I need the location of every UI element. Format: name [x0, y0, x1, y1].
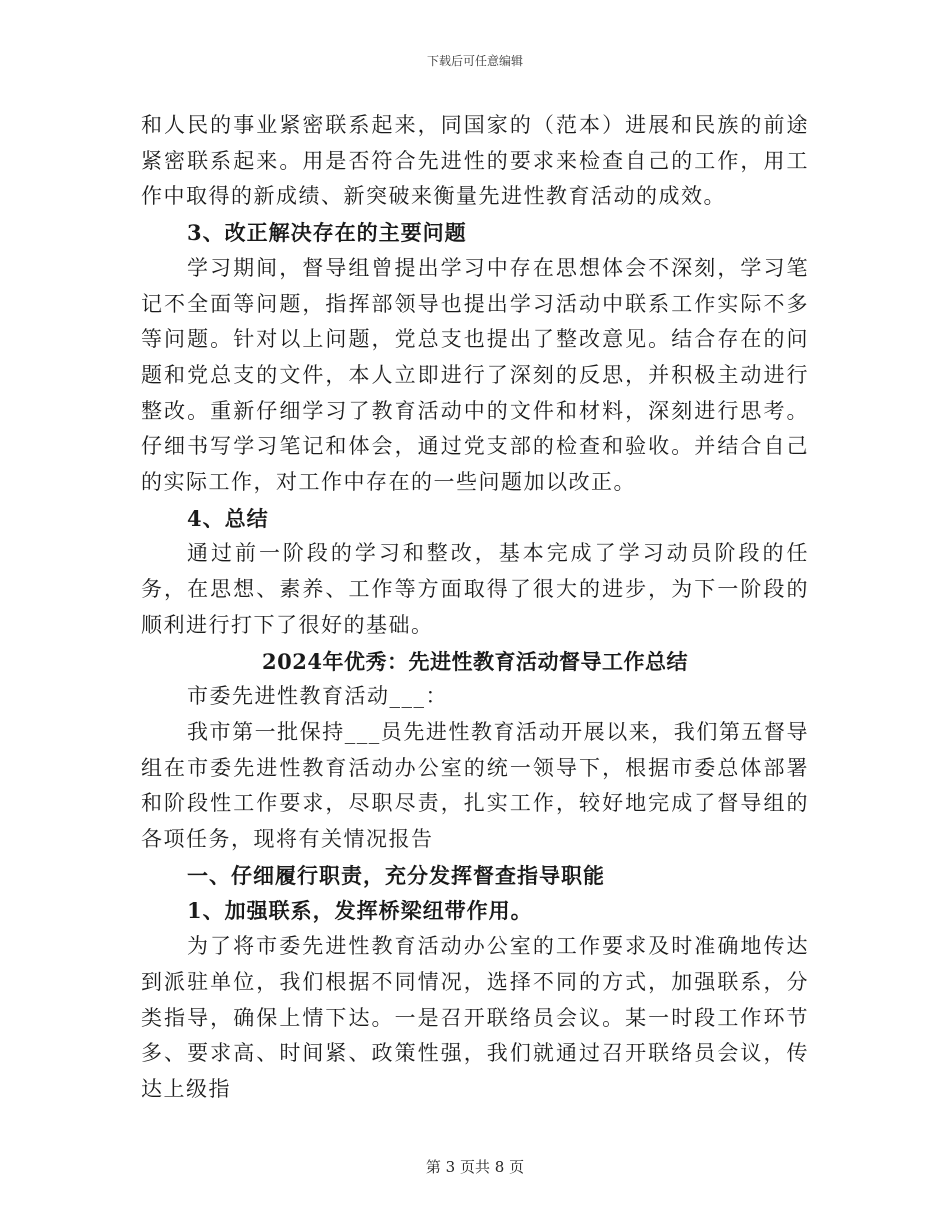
paragraph-liaison: 为了将市委先进性教育活动办公室的工作要求及时准确地传达到派驻单位，我们根据不同情况，选择不同的方式，加强联系，分类指导，确保上情下达。一是召开联络员会议。某一时段工作环节多、要求高、时间紧、政策性强，我们就通过召开联络员会议，传达上级指	[141, 934, 809, 1101]
heading-fix-problems: 3、改正解决存在的主要问题	[187, 220, 467, 246]
document-title: 2024年优秀：先进性教育活动督导工作总结	[262, 648, 688, 674]
page-header: 下载后可任意编辑	[426, 54, 523, 68]
paragraph-summary: 通过前一阶段的学习和整改，基本完成了学习动员阶段的任务，在思想、素养、工作等方面取得了很大的进步，为下一阶段的顺利进行打下了很好的基础。	[141, 541, 809, 637]
document-body	[141, 108, 809, 1108]
section-heading-duties: 一、仔细履行职责，充分发挥督查指导职能	[187, 862, 605, 888]
heading-summary: 4、总结	[187, 505, 269, 531]
paragraph-fix-problems: 学习期间，督导组曾提出学习中存在思想体会不深刻，学习笔记不全面等问题，指挥部领导也提出学习活动中联系工作实际不多等问题。针对以上问题，党总支也提出了整改意见。结合存在的问题和党总支的文件，本人立即进行了深刻的反思，并积极主动进行整改。重新仔细学习了教育活动中的文件和材料，深刻进行思考。仔细书写学习笔记和体会，通过党支部的检查和验收。并结合自己的实际工作，对工作中存在的一些问题加以改正。	[141, 255, 809, 495]
page-number: 第 3 页共 8 页	[425, 1158, 525, 1176]
paragraph-intro: 我市第一批保持___员先进性教育活动开展以来，我们第五督导组在市委先进性教育活动办公室的统一领导下，根据市委总体部署和阶段性工作要求，尽职尽责，扎实工作，较好地完成了督导组的各项任务，现将有关情况报告	[141, 719, 809, 852]
subheading-liaison: 1、加强联系，发挥桥梁纽带作用。	[187, 898, 533, 924]
paragraph-continuation: 和人民的事业紧密联系起来，同国家的（范本）进展和民族的前途紧密联系起来。用是否符合先进性的要求来检查自己的工作，用工作中取得的新成绩、新突破来衡量先进性教育活动的成效。	[141, 113, 809, 209]
salutation: 市委先进性教育活动___：	[187, 684, 448, 709]
